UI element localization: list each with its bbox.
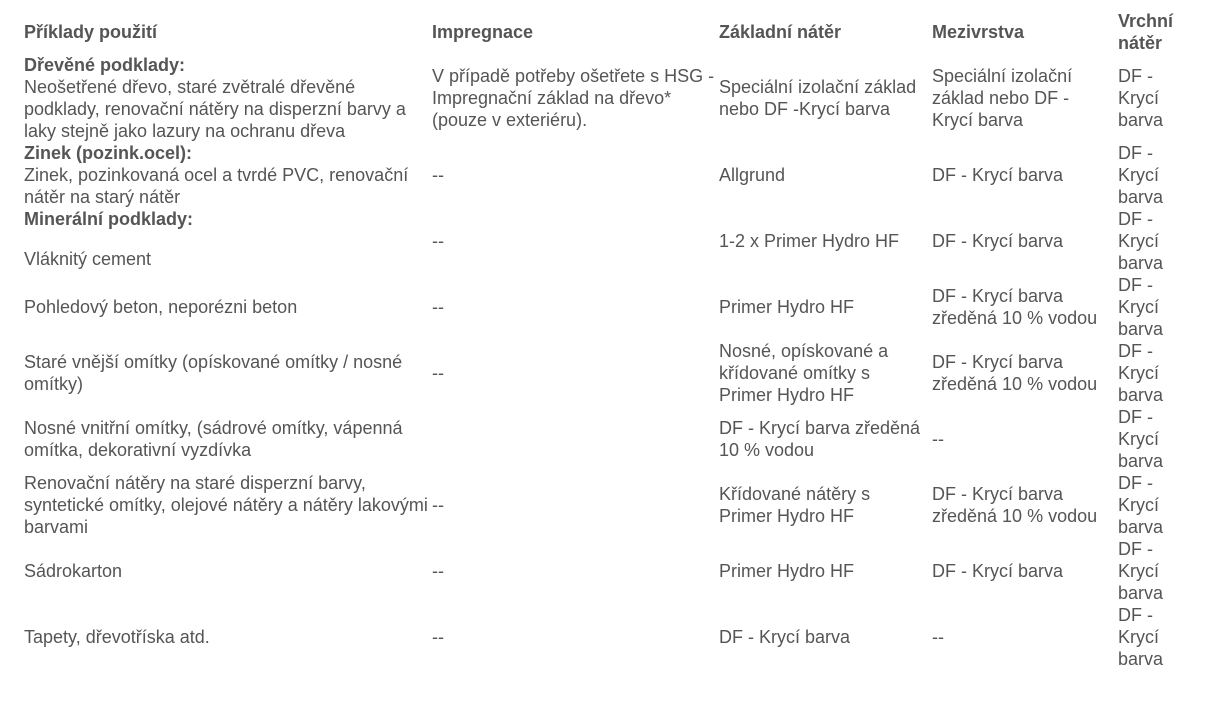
impregnation-cell: -- <box>432 495 444 515</box>
primer-cell: DF - Krycí barva zředěná 10 % vodou <box>719 418 921 460</box>
top-coat-cell: DF - Krycí barva <box>1118 143 1164 207</box>
primer-cell: Primer Hydro HF <box>719 561 855 581</box>
intermediate-cell: DF - Krycí barva <box>932 231 1064 251</box>
table-row <box>22 208 1172 274</box>
usage-cell <box>22 208 430 274</box>
impregnation-cell: -- <box>432 165 444 185</box>
header-top-coat: Vrchní nátěr <box>1118 11 1174 53</box>
top-coat-cell: DF - Krycí barva <box>1118 275 1164 339</box>
usage-text: Zinek, pozinkovaná ocel a tvrdé PVC, renovační nátěr na starý nátěr <box>24 165 409 207</box>
top-coat-cell: DF - Krycí barva <box>1118 605 1164 669</box>
top-coat-cell: DF - Krycí barva <box>1118 66 1164 130</box>
impregnation-cell: -- <box>432 363 444 383</box>
intermediate-cell: DF - Krycí barva zředěná 10 % vodou <box>932 352 1098 394</box>
table-row <box>22 472 1172 538</box>
top-coat-cell: DF - Krycí barva <box>1118 209 1164 273</box>
usage-cell: Nosné vnitřní omítky, (sádrové omítky, vápenná omítka, dekorativní vyzdívka <box>24 418 403 460</box>
intermediate-cell: DF - Krycí barva <box>932 561 1064 581</box>
intermediate-cell: -- <box>932 627 944 647</box>
primer-cell: Primer Hydro HF <box>719 297 855 317</box>
intermediate-cell: Speciální izolační základ nebo DF - Krycí barva <box>932 66 1073 130</box>
usage-cell: Sádrokarton <box>24 561 123 581</box>
header-primer: Základní nátěr <box>719 22 842 42</box>
impregnation-cell <box>430 406 717 472</box>
primer-cell: Allgrund <box>719 165 786 185</box>
table-header-row <box>22 10 1172 54</box>
usage-cell: Pohledový beton, neporézni beton <box>24 297 298 317</box>
usage-cell: Staré vnější omítky (opískované omítky / nosné omítky) <box>24 352 403 394</box>
top-coat-cell: DF - Krycí barva <box>1118 407 1164 471</box>
table-row <box>22 142 1172 208</box>
top-coat-cell: DF - Krycí barva <box>1118 473 1164 537</box>
top-coat-cell: DF - Krycí barva <box>1118 341 1164 405</box>
usage-cell: Renovační nátěry na staré disperzní barvy, syntetické omítky, olejové nátěry a nátěry lakovými barvami <box>24 473 428 537</box>
category-label: Dřevěné podklady: <box>24 55 186 75</box>
table-row <box>22 604 1172 670</box>
header-intermediate-coat: Mezivrstva <box>932 22 1025 42</box>
category-label: Minerální podklady: <box>24 209 194 229</box>
impregnation-cell: -- <box>432 231 444 251</box>
top-coat-cell: DF - Krycí barva <box>1118 539 1164 603</box>
coating-system-table <box>22 10 1172 670</box>
intermediate-cell: DF - Krycí barva <box>932 165 1064 185</box>
header-impregnation: Impregnace <box>432 22 534 42</box>
usage-cell <box>22 54 430 142</box>
table-row <box>22 54 1172 142</box>
intermediate-cell: DF - Krycí barva zředěná 10 % vodou <box>932 286 1098 328</box>
impregnation-cell: -- <box>432 561 444 581</box>
primer-cell: Křídované nátěry s Primer Hydro HF <box>719 484 871 526</box>
primer-cell: DF - Krycí barva <box>719 627 851 647</box>
usage-text: Neošetřené dřevo, staré zvětralé dřevěné podklady, renovační nátěry na disperzní barvy a laky stejně jako lazury na ochranu dřeva <box>24 77 406 141</box>
usage-cell <box>22 142 430 208</box>
table-row <box>22 274 1172 340</box>
primer-cell: Nosné, opískované a křídované omítky s Primer Hydro HF <box>719 341 889 405</box>
usage-cell: Tapety, dřevotříska atd. <box>24 627 210 647</box>
impregnation-cell: -- <box>432 627 444 647</box>
primer-cell: 1-2 x Primer Hydro HF <box>719 231 900 251</box>
header-usage-examples: Příklady použití <box>24 22 158 42</box>
table-row <box>22 538 1172 604</box>
primer-cell: Speciální izolační základ nebo DF -Krycí barva <box>719 77 917 119</box>
impregnation-cell: V případě potřeby ošetřete s HSG - Impregnační základ na dřevo* (pouze v exteriéru). <box>432 66 715 130</box>
table-row <box>22 406 1172 472</box>
impregnation-cell: -- <box>432 297 444 317</box>
usage-text: Vláknitý cement <box>24 249 152 269</box>
category-label: Zinek (pozink.ocel): <box>24 143 193 163</box>
intermediate-cell: -- <box>932 429 944 449</box>
intermediate-cell: DF - Krycí barva zředěná 10 % vodou <box>932 484 1098 526</box>
table-row <box>22 340 1172 406</box>
